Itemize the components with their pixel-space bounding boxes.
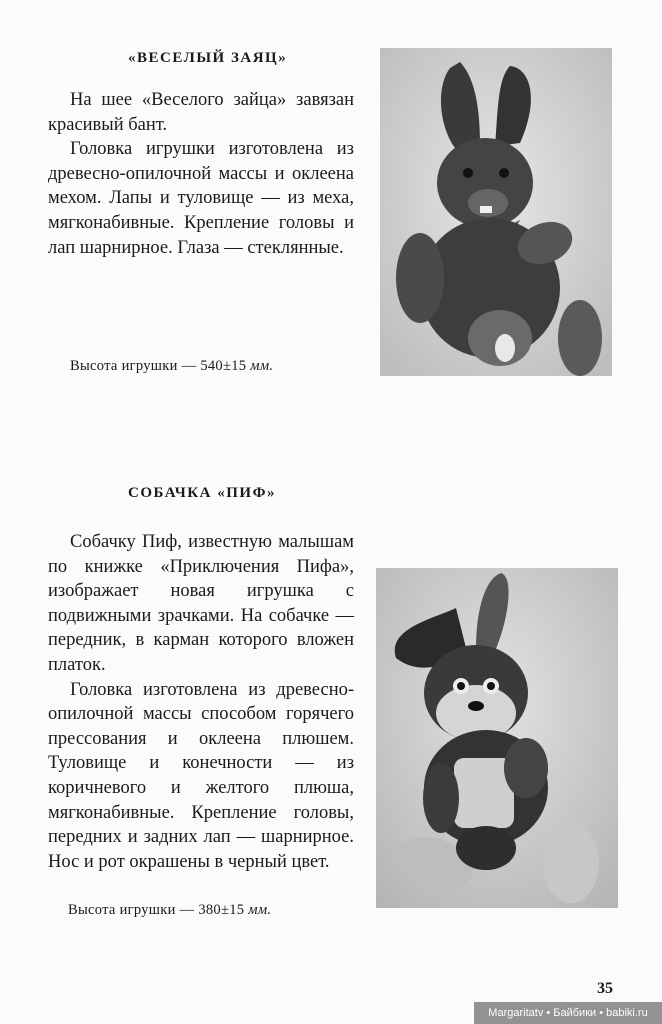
hare-height-caption [70, 358, 273, 375]
pif-height-unit: мм. [248, 902, 272, 918]
site-watermark: Margaritatv • Байбики • babiki.ru [474, 1002, 662, 1024]
hare-description [48, 88, 354, 260]
page-number: 35 [597, 980, 613, 997]
section-title-pif: СОБАЧКА «ПИФ» [128, 485, 276, 501]
pif-height-caption [68, 902, 271, 919]
hare-paragraph-1: На шее «Веселого зайца» завязан красивый бант. [48, 90, 354, 135]
pif-paragraph-1: Собачку Пиф, известную малышам по книжке «Приключения Пифа», изображает новая игрушка с подвижными зрачками. На собачке — передник, в карман которого вложен платок. [48, 532, 354, 675]
section-title-hare: «ВЕСЕЛЫЙ ЗАЯЦ» [128, 50, 288, 66]
pif-toy-photo [376, 568, 618, 908]
hare-height-unit: мм. [250, 358, 274, 374]
pif-height-label: Высота игрушки — 380±15 [68, 902, 245, 918]
hare-toy-photo [380, 48, 612, 376]
hare-height-label: Высота игрушки — 540±15 [70, 358, 247, 374]
pif-paragraph-2: Головка изготовлена из древесно-опилочной массы способом горячего прессования и оклеена плюшем. Туловище и конечности — из коричневого и желтого плюша, мягконабивные. Крепление головы, передних и задних лап — шарнирное. Нос и рот окрашены в черный цвет. [48, 679, 354, 872]
hare-paragraph-2: Головка игрушки изготовлена из древесно-опилочной массы и оклеена мехом. Лапы и туловище — из меха, мягконабивные. Крепление головы и лап шарнирное. Глаза — стеклянные. [48, 139, 354, 258]
pif-description [48, 530, 354, 874]
